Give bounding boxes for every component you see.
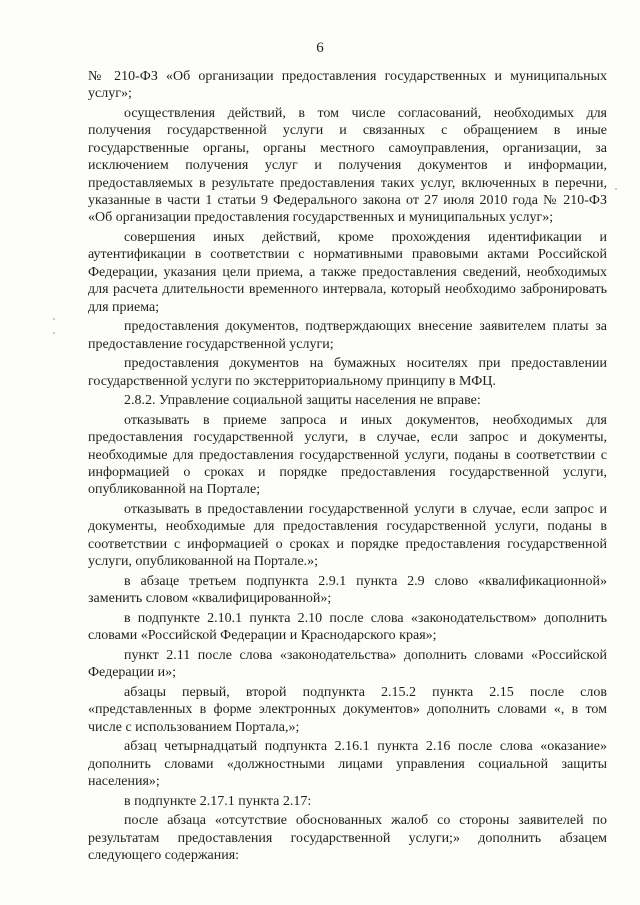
paragraph-paper-documents: предоставления документов на бумажных носителях при предоставлении государственной услуги по экстерриториальному принципу в МФЦ. [88, 356, 607, 389]
paragraph-amendment-2-10-1: в подпункте 2.10.1 пункта 2.10 после слова «законодательством» дополнить словами «Российской Федерации и Краснодарского края»; [88, 610, 607, 644]
scan-speck [615, 188, 617, 190]
paragraph-add-clause: после абзаца «отсутствие обоснованных жалоб со стороны заявителей по результатам предоставления государственной услуги;» дополнить абзацем следующего содержания: [88, 813, 607, 864]
paragraph-amendment-2-11: пункт 2.11 после слова «законодательства» дополнить словами «Российской Федерации и»; [88, 647, 607, 681]
paragraph-other-actions: совершения иных действий, кроме прохождения идентификации и аутентификации в соответствии с нормативными правовыми актами Российской Федерации, указания цели приема, а также предоставления сведений, необходимых для расчета длительности временного интервала, который необходимо забронировать для приема; [88, 230, 607, 315]
page-number: 6 [316, 40, 324, 56]
paragraph-payment-documents: предоставления документов, подтверждающих внесение заявителем платы за предоставление государственной услуги; [88, 319, 607, 352]
paragraph-amendment-2-9-1: в абзаце третьем подпункта 2.9.1 пункта 2.9 слово «квалификационной» заменить словом «квалифицированной»; [88, 573, 607, 607]
paragraph-continuation: № 210-ФЗ «Об организации предоставления государственных и муниципальных услуг»; [88, 69, 607, 102]
paragraph-refuse-provision: отказывать в предоставлении государственной услуги в случае, если запрос и документы, необходимые для предоставления государственной услуги, поданы в соответствии с информацией о сроках и порядке предоставления государственной услуги, опубликованной на Портале.»; [88, 502, 607, 570]
paragraph-refuse-acceptance: отказывать в приеме запроса и иных документов, необходимых для предоставления государственной услуги, в случае, если запрос и документы, необходимые для предоставления государственной услуги, поданы в соответствии с информацией о сроках и порядке предоставления государственной услуги, опубликованной на Портале; [88, 412, 607, 498]
document-body [88, 68, 607, 867]
paragraph-section-2-8-2: 2.8.2. Управление социальной защиты населения не вправе: [124, 393, 481, 409]
paragraph-amendment-2-15-2: абзацы первый, второй подпункта 2.15.2 пункта 2.15 после слов «представленных в форме электронных документов» дополнить словами «, в том числе с использованием Портала,»; [88, 684, 607, 735]
paragraph-amendment-2-16-1: абзац четырнадцатый подпункта 2.16.1 пункта 2.16 после слова «оказание» дополнить словами «должностными лицами управления социальной защиты населения»; [88, 739, 607, 790]
paragraph-amendment-2-17-1: в подпункте 2.17.1 пункта 2.17: [124, 793, 312, 809]
scan-speck [53, 318, 55, 320]
scan-speck [53, 332, 55, 334]
paragraph-approvals: осуществления действий, в том числе согласований, необходимых для получения государственной услуги и связанных с обращением в иные государственные органы, органы местного самоуправления, организации, за исключением получения услуг и получения документов и информации, предоставляемых в результате предоставления таких услуг, включенных в перечни, указанные в части 1 статьи 9 Федерального закона от 27 июля 2010 года № 210-ФЗ «Об организации предоставления государственных и муниципальных услуг»; [88, 106, 607, 226]
